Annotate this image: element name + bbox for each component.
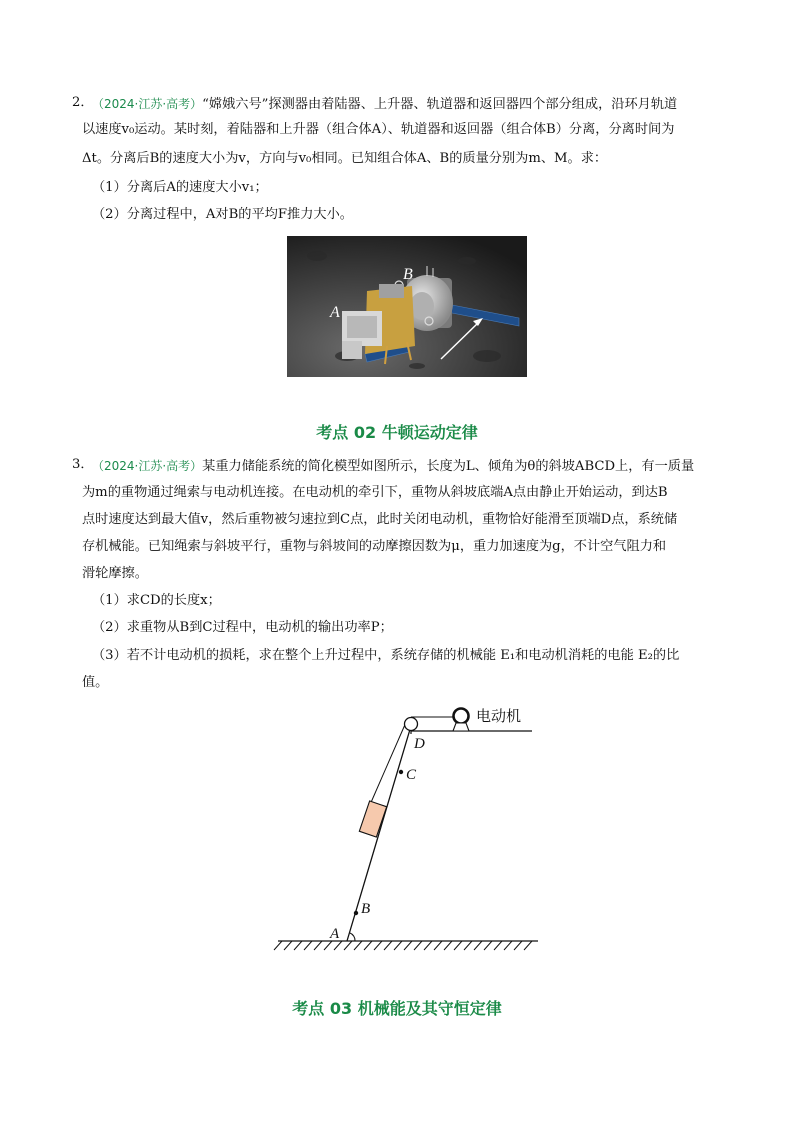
heading-kaodian-02: 考点 02 牛顿运动定律: [316, 423, 478, 442]
pulley: [405, 718, 418, 731]
incline-line: [347, 726, 411, 941]
q2-line2: 以速度v₀运动。某时刻，着陆器和上升器（组合体A）、轨道器和返回器（组合体B）分离，分离时间为: [82, 122, 675, 137]
q3-line5: 滑轮摩擦。: [82, 566, 148, 581]
q3-sub2: （2）求重物从B到C过程中，电动机的输出功率P；: [92, 620, 393, 635]
q3-text1: 某重力储能系统的简化模型如图所示，长度为L、倾角为θ的斜坡ABCD上，有一质量: [202, 459, 695, 474]
q3-number: 3．: [72, 457, 94, 472]
q2-text1: “嫦娥六号”探测器由着陆器、上升器、轨道器和返回器四个部分组成，沿环月轨道: [202, 97, 678, 112]
q3-line2: 为m的重物通过绳索与电动机连接。在电动机的牵引下，重物从斜坡底端A点由静止开始运动，到达B: [82, 485, 668, 500]
q2-line3: Δt。分离后B的速度大小为v，方向与v₀相同。已知组合体A、B的质量分别为m、M。求：: [82, 151, 608, 166]
motor-icon: [454, 709, 469, 724]
q3-line4: 存机械能。已知绳索与斜坡平行，重物与斜坡间的动摩擦因数为μ，重力加速度为g，不计空气阻力和: [82, 539, 667, 554]
q3-source: （2024·江苏·高考）: [92, 459, 203, 473]
fig-motor-label: 电动机: [476, 707, 522, 725]
fig-point-C: C: [406, 767, 417, 783]
change6-illustration: [287, 236, 527, 377]
q3-sub1: （1）求CD的长度x；: [92, 593, 221, 608]
q3-sub3: （3）若不计电动机的损耗，求在整个上升过程中，系统存储的机械能 E₁和电动机消耗的电能 E₂的比: [92, 648, 680, 663]
fig-point-D: D: [414, 736, 425, 752]
incline-diagram: [270, 700, 550, 960]
weight-block: [359, 801, 386, 837]
heading-kaodian-03: 考点 03 机械能及其守恒定律: [292, 999, 502, 1018]
fig-label-A: A: [330, 304, 340, 321]
q2-sub1: （1）分离后A的速度大小v₁；: [92, 180, 268, 195]
q3-line3: 点时速度达到最大值v，然后重物被匀速拉到C点，此时关闭电动机，重物恰好能滑至顶端D点，系统储: [82, 512, 678, 527]
ground-hatching: [274, 941, 532, 950]
rope: [369, 720, 407, 807]
q2-line1: [92, 91, 742, 118]
change6-photo: [287, 236, 527, 377]
q3-sub3b: 值。: [82, 675, 109, 690]
q2-number: 2．: [72, 95, 94, 110]
fig-point-B: B: [361, 901, 371, 917]
q2-source: （2024·江苏·高考）: [92, 97, 203, 111]
fig-label-B: B: [403, 266, 413, 283]
q2-sub2: （2）分离过程中，A对B的平均F推力大小。: [92, 207, 353, 222]
q3-line1: [92, 453, 742, 480]
fig-point-A: A: [330, 926, 340, 942]
